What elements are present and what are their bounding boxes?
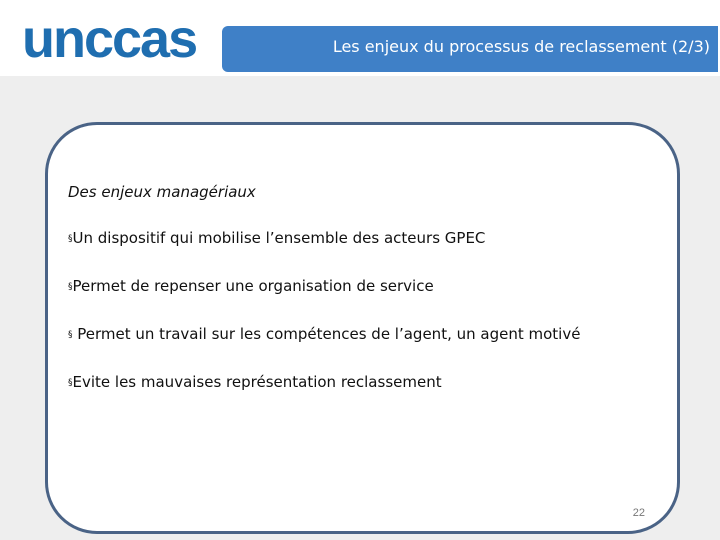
slide-title: Les enjeux du processus de reclassement (2/3) (332, 37, 710, 56)
unccas-logo: unccas (22, 9, 197, 69)
bullet-marker: § (68, 378, 73, 388)
title-banner (222, 26, 718, 72)
section-heading: Des enjeux managériaux (68, 183, 256, 201)
page-number: 22 (632, 507, 645, 519)
logo-area (0, 0, 230, 76)
bullet-marker: § (68, 282, 73, 292)
bullet-item (68, 273, 657, 301)
bullet-text: Permet de repenser une organisation de service (72, 277, 434, 295)
content-text (68, 179, 657, 417)
bullet-text: Un dispositif qui mobilise l’ensemble des acteurs GPEC (72, 229, 486, 247)
content-box (45, 122, 680, 534)
bullet-marker: § (68, 330, 73, 340)
bullet-item (68, 225, 657, 253)
bullet-text: Evite les mauvaises représentation reclassement (72, 373, 442, 391)
bullet-marker: § (68, 234, 73, 244)
bullet-item (68, 369, 657, 397)
bullet-item (68, 321, 657, 349)
bullet-text: Permet un travail sur les compétences de l’agent, un agent motivé (72, 325, 581, 343)
